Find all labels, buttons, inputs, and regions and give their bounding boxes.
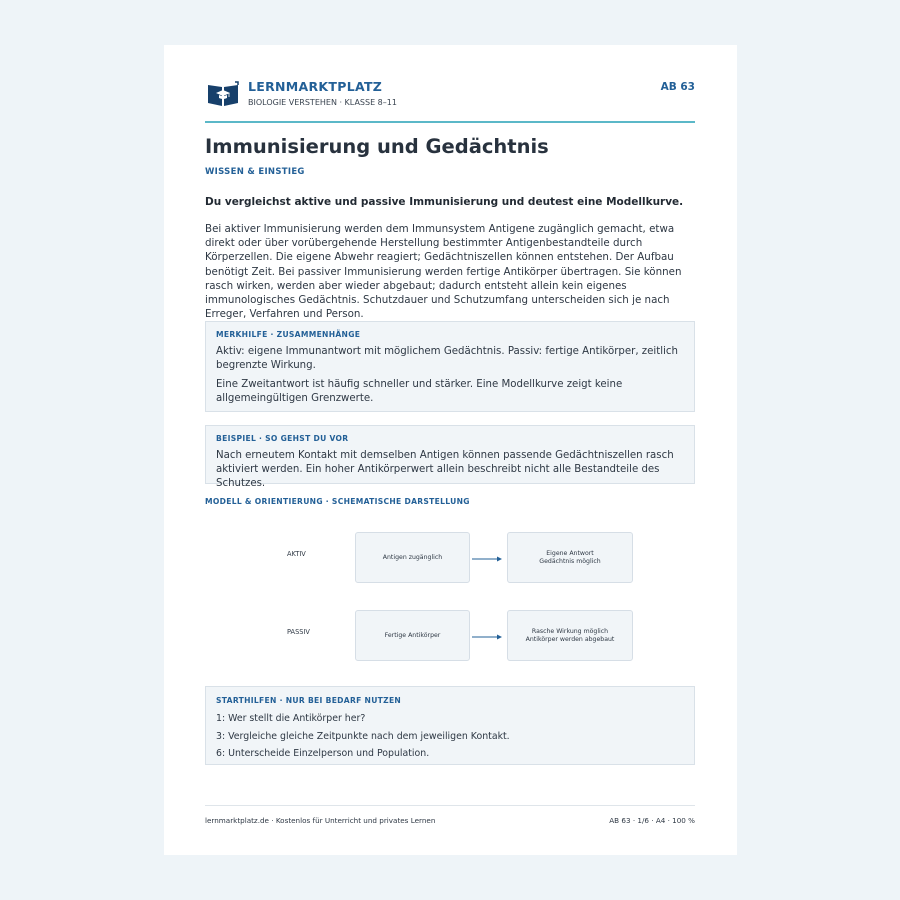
header-divider <box>205 121 695 123</box>
footer-left: lernmarktplatz.de · Kostenlos für Unterricht und privates Lernen <box>205 816 436 825</box>
worksheet-page <box>164 45 737 855</box>
model-row-label-passiv: PASSIV <box>287 628 310 636</box>
graduation-cap-book-icon <box>207 81 239 107</box>
model-box-antigen-label: Antigen zugänglich <box>382 553 443 561</box>
arrow-right-icon <box>472 634 502 640</box>
footer-right: AB 63 · 1/6 · A4 · 100 % <box>609 816 695 825</box>
lead-sentence: Du vergleichst aktive und passive Immunisierung und deutest eine Modellkurve. <box>205 196 684 208</box>
model-box-eigene-antwort <box>507 532 633 583</box>
starthilfen-heading: STARTHILFEN · NUR BEI BEDARF NUTZEN <box>216 696 402 705</box>
model-box-rasche-wirkung <box>507 610 633 661</box>
starthilfe-item: 1: Wer stellt die Antikörper her? <box>216 713 366 724</box>
starthilfe-item: 3: Vergleiche gleiche Zeitpunkte nach dem jeweiligen Kontakt. <box>216 730 510 742</box>
model-box-eigene-antwort-label: Eigene Antwort Gedächtnis möglich <box>539 550 601 565</box>
brand-subtitle: BIOLOGIE VERSTEHEN · KLASSE 8–11 <box>248 98 397 107</box>
footer-divider <box>205 805 695 806</box>
model-box-fertige-antikoerper <box>355 610 470 661</box>
beispiel-heading: BEISPIEL · SO GEHST DU VOR <box>216 434 349 443</box>
merkhilfe-heading: MERKHILFE · ZUSAMMENHÄNGE <box>216 330 361 339</box>
model-box-fertige-antikoerper-label: Fertige Antikörper <box>384 631 441 639</box>
model-heading: MODELL & ORIENTIERUNG · SCHEMATISCHE DARSTELLUNG <box>205 497 470 506</box>
model-row-label-aktiv: AKTIV <box>287 550 306 558</box>
starthilfe-item: 6: Unterscheide Einzelperson und Population. <box>216 748 430 759</box>
arrow-right-icon <box>472 556 502 562</box>
section-kicker: WISSEN & EINSTIEG <box>205 167 305 177</box>
beispiel-text: Nach erneutem Kontakt mit demselben Antigen können passende Gedächtniszellen rasch aktiviert werden. Ein hoher Antikörperwert allein beschreibt nicht alle Bestandteile des Schutzes. <box>216 450 674 489</box>
merkhilfe-text-2: Eine Zweitantwort ist häufig schneller und stärker. Eine Modellkurve zeigt keine allgemeingültigen Grenzwerte. <box>216 379 623 404</box>
brand-name: LERNMARKTPLATZ <box>248 79 383 94</box>
model-box-rasche-wirkung-label: Rasche Wirkung möglich Antikörper werden abgebaut <box>525 628 615 643</box>
body-text: Bei aktiver Immunisierung werden dem Immunsystem Antigene zugänglich gemacht, etwa direkt oder über vorübergehende Herstellung bestimmter Antigenbestandteile durch Körperzellen. Die eigene Abwehr reagiert; Gedächtniszellen können entstehen. Der Aufbau benötigt Zeit. Bei passiver Immunisierung werden fertige Antikörper übertragen. Sie können rasch wirken, werden aber wieder abgebaut; dadurch entsteht allein kein eigenes immunologisches Gedächtnis. Schutzdauer und Schutzumfang unterscheiden sich je nach Erreger, Verfahren und Person. <box>205 223 682 321</box>
header <box>205 79 695 119</box>
starthilfen-box <box>205 686 695 765</box>
beispiel-box <box>205 425 695 489</box>
model-box-antigen <box>355 532 470 583</box>
sheet-number: AB 63 <box>660 81 695 93</box>
merkhilfe-text-1: Aktiv: eigene Immunantwort mit möglichem Gedächtnis. Passiv: fertige Antikörper, zeitlich begrenzte Wirkung. <box>216 346 678 371</box>
merkhilfe-box <box>205 321 695 412</box>
page-title: Immunisierung und Gedächtnis <box>205 135 549 158</box>
